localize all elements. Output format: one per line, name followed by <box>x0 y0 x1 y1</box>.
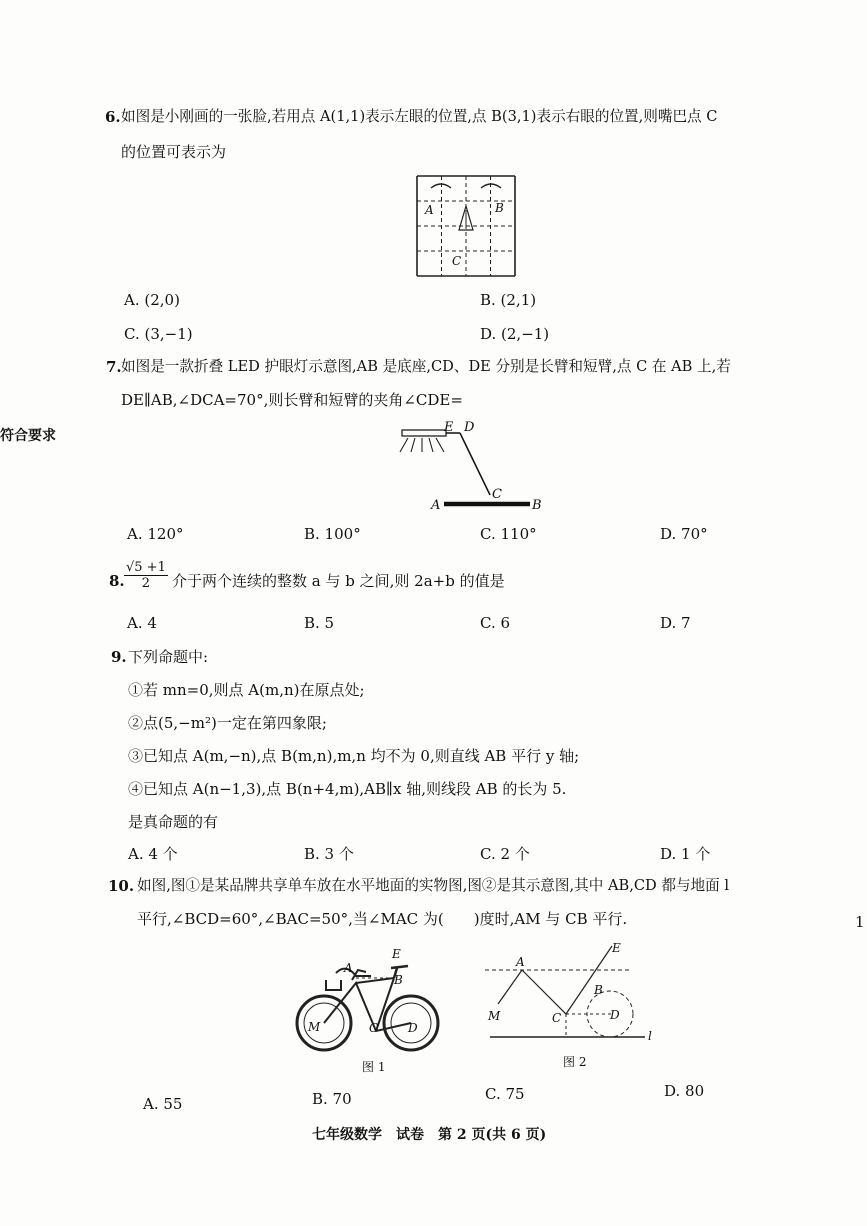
q6-option-c: C. (3,−1) <box>124 325 193 343</box>
q7-number: 7. <box>106 358 122 376</box>
q10-option-a: A. 55 <box>143 1095 183 1113</box>
q10-fig2-caption: 图 2 <box>563 1055 587 1069</box>
q9-option-b: B. 3 个 <box>304 845 354 863</box>
q10-fig2-label-B: B <box>594 983 603 997</box>
q9-number: 9. <box>111 648 127 666</box>
q8-fraction <box>124 560 168 591</box>
q7-stem-line1: 如图是一款折叠 LED 护眼灯示意图,AB 是底座,CD、DE 分别是长臂和短臂,点 C 在 AB 上,若 <box>121 358 731 375</box>
q8-option-d: D. 7 <box>660 614 691 632</box>
q10-fig2-label-D: D <box>610 1008 620 1022</box>
q10-option-c: C. 75 <box>485 1085 525 1103</box>
q10-bicycle-diagram-figure <box>480 942 660 1047</box>
q10-fig2-label-M: M <box>488 1009 501 1023</box>
q10-fig2-label-A: A <box>516 955 525 969</box>
q10-fig1-label-E: E <box>392 947 401 961</box>
q6-option-b: B. (2,1) <box>480 291 537 309</box>
q9-intro: 下列命题中: <box>128 648 209 666</box>
q9-statement-2: ②点(5,−m²)一定在第四象限; <box>128 714 327 732</box>
q7-label-A: A <box>431 498 441 513</box>
q9-outro: 是真命题的有 <box>128 813 219 831</box>
q8-option-c: C. 6 <box>480 614 511 632</box>
q7-option-a: A. 120° <box>127 525 184 543</box>
q6-stem-line2: 的位置可表示为 <box>121 143 227 161</box>
q10-fig1-label-B: B <box>394 973 403 987</box>
q7-label-D: D <box>464 420 475 435</box>
q10-fig2-label-l: l <box>648 1029 652 1043</box>
q10-fig1-label-M: M <box>308 1020 321 1034</box>
q6-option-a: A. (2,0) <box>124 291 180 309</box>
q6-option-d: D. (2,−1) <box>480 325 550 343</box>
q10-bicycle-photo-figure <box>296 948 456 1058</box>
q9-statement-4: ④已知点 A(n−1,3),点 B(n+4,m),AB∥x 轴,则线段 AB 的长为 5. <box>128 780 567 798</box>
q8-option-a: A. 4 <box>127 614 157 632</box>
q7-option-b: B. 100° <box>304 525 361 543</box>
q9-statement-1: ①若 mn=0,则点 A(m,n)在原点处; <box>128 681 365 699</box>
q10-fig1-label-A: A <box>344 961 353 975</box>
q7-stem-line2: DE∥AB,∠DCA=70°,则长臂和短臂的夹角∠CDE= <box>121 391 463 409</box>
q10-fig1-caption: 图 1 <box>362 1060 386 1074</box>
q7-led-lamp-figure <box>430 422 550 512</box>
q10-option-b: B. 70 <box>312 1090 352 1108</box>
q6-face-grid-figure <box>415 172 523 280</box>
q10-fig2-label-C: C <box>552 1011 562 1025</box>
q8-fraction-denominator: 2 <box>141 576 151 591</box>
q9-option-d: D. 1 个 <box>660 845 711 863</box>
q9-statement-3: ③已知点 A(m,−n),点 B(m,n),m,n 均不为 0,则直线 AB 平行 y 轴; <box>128 747 580 765</box>
q6-label-A: A <box>425 203 434 217</box>
q7-label-C: C <box>492 487 502 502</box>
page-footer: 七年级数学 试卷 第 2 页(共 6 页) <box>312 1127 547 1143</box>
q7-option-d: D. 70° <box>660 525 708 543</box>
q10-option-d: D. 80 <box>664 1082 705 1100</box>
q6-number: 6. <box>105 108 121 126</box>
q6-label-B: B <box>495 201 504 215</box>
q10-number: 10. <box>108 877 135 895</box>
side-margin-text: 符合要求 <box>0 428 56 444</box>
q10-fig1-label-C: C <box>369 1021 379 1035</box>
q8-stem: 介于两个连续的整数 a 与 b 之间,则 2a+b 的值是 <box>172 572 505 590</box>
q9-option-a: A. 4 个 <box>128 845 178 863</box>
side-page-mark: 1 <box>855 913 865 931</box>
q7-option-c: C. 110° <box>480 525 537 543</box>
q10-stem-line1: 如图,图①是某品牌共享单车放在水平地面的实物图,图②是其示意图,其中 AB,CD 都与地面 l <box>137 877 730 894</box>
q10-fig2-label-E: E <box>612 941 621 955</box>
q7-label-E: E <box>444 420 454 435</box>
q7-label-B: B <box>532 498 542 513</box>
q8-number: 8. <box>109 572 125 590</box>
q9-option-c: C. 2 个 <box>480 845 530 863</box>
q10-fig1-label-D: D <box>408 1021 418 1035</box>
q8-fraction-numerator: √5 +1 <box>126 560 166 575</box>
q6-stem-line1: 如图是小刚画的一张脸,若用点 A(1,1)表示左眼的位置,点 B(3,1)表示右眼的位置,则嘴巴点 C <box>121 108 718 125</box>
q8-option-b: B. 5 <box>304 614 335 632</box>
q10-stem-line2: 平行,∠BCD=60°,∠BAC=50°,当∠MAC 为( )度时,AM 与 CB 平行. <box>137 910 628 928</box>
q6-label-C: C <box>452 254 462 268</box>
